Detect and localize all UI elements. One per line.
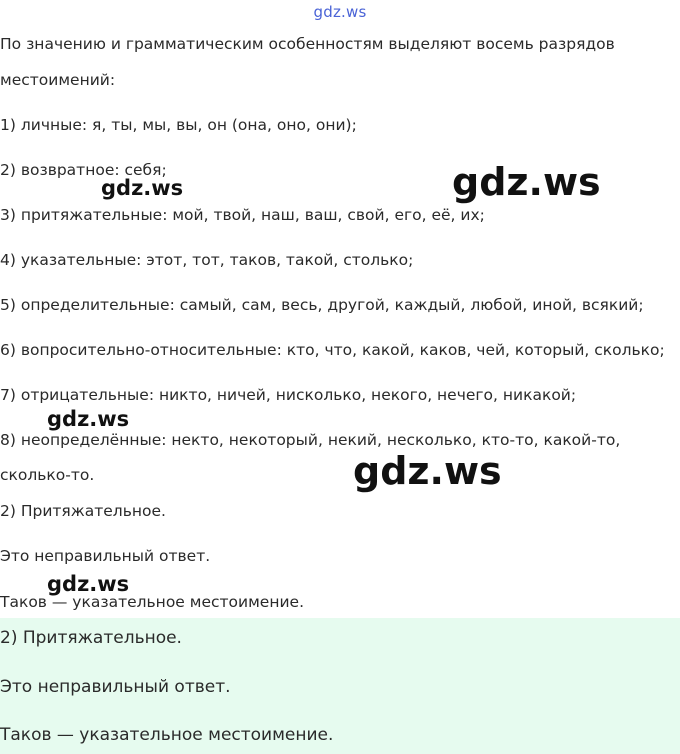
watermark: gdz.ws [353,449,502,493]
list-item: 6) вопросительно-относительные: кто, что, какой, каков, чей, который, сколько; [0,341,665,359]
list-item: 8) неопределённые: некто, некоторый, некий, несколько, кто-то, какой-то, [0,431,621,449]
explanation-text: Таков — указательное местоимение. [0,593,304,611]
list-item: 5) определительные: самый, сам, весь, другой, каждый, любой, иной, всякий; [0,296,644,314]
watermark: gdz.ws [47,407,130,431]
answer-text: 2) Притяжательное. [0,502,166,520]
watermark: gdz.ws [452,160,601,204]
watermark: gdz.ws [101,176,184,200]
watermark: gdz.ws [47,572,130,596]
verdict-text: Это неправильный ответ. [0,547,211,565]
answer-highlight-box [0,618,680,754]
list-item-continued: сколько-то. [0,466,95,484]
intro-text-line1: По значению и грамматическим особенностям выделяют восемь разрядов [0,35,615,53]
highlight-explanation: Таков — указательное местоимение. [0,725,334,745]
list-item: 3) притяжательные: мой, твой, наш, ваш, свой, его, её, их; [0,206,485,224]
list-item: 7) отрицательные: никто, ничей, нисколько, некого, нечего, никакой; [0,386,577,404]
list-item: 1) личные: я, ты, мы, вы, он (она, оно, они); [0,116,357,134]
highlight-verdict: Это неправильный ответ. [0,677,231,697]
highlight-answer: 2) Притяжательное. [0,628,182,648]
list-item: 4) указательные: этот, тот, таков, такой, столько; [0,251,414,269]
site-watermark-header: gdz.ws [313,3,367,21]
intro-text-line2: местоимений: [0,71,116,89]
list-item: 2) возвратное: себя; [0,161,167,179]
